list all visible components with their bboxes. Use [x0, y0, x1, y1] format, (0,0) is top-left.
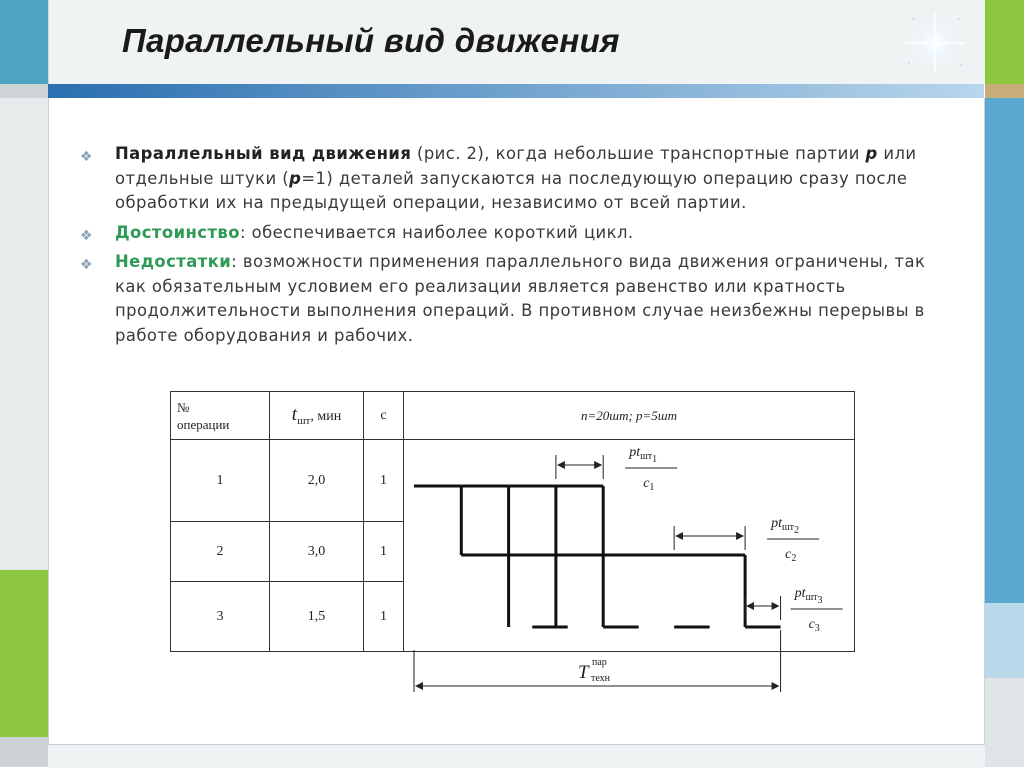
table-row: 1 2,0 1 [171, 440, 855, 522]
fraction-label [625, 445, 677, 493]
header-c: c [364, 392, 404, 440]
header-params: n=20шт; p=5шт [404, 392, 855, 440]
total-cycle-label [578, 657, 611, 684]
svg-text:ptшт2: $pt_{шт2}$ [771, 516, 800, 536]
diamond-bullet-icon: ❖ [80, 257, 94, 273]
bullet-item: ❖ Достоинство: обеспечивается наиболее короткий цикл. [80, 221, 960, 246]
fraction-label [767, 516, 819, 564]
diamond-bullet-icon: ❖ [80, 149, 94, 165]
svg-text:c3: $c_3$ [808, 617, 820, 634]
header-time: $t_{шт}$, мин [270, 392, 364, 440]
svg-text:пар: пар [592, 657, 607, 668]
svg-text:c1: $c_1$ [643, 476, 655, 493]
bullet-item: ❖ Параллельный вид движения (рис. 2), когда небольшие транспортные партии p или отдельные штуки (p=1) деталей запускаются на последующую операцию сразу после обработки их на предыдущей операции, независимо от всей партии. [80, 144, 917, 212]
table-row: 2 3,0 1 [171, 522, 855, 582]
slide-title: Параллельный вид движения [122, 22, 620, 59]
header-operation: № операции [171, 392, 270, 440]
svg-text:техн: техн [591, 673, 611, 684]
svg-text:T: T [578, 662, 589, 683]
svg-text:c2: $c_2$ [785, 547, 797, 564]
svg-text:ptшт1: $pt_{шт1}$ [629, 445, 658, 465]
bullet-item: ❖ Недостатки: возможности применения параллельного вида движения ограничены, так как обязательным условием его реализации является равенство или кратность продолжительности выполнения операций. В противном случае неизбежны перерывы в работе оборудования и рабочих. [80, 252, 926, 345]
diamond-bullet-icon: ❖ [80, 227, 94, 244]
table-row: 3 1,5 1 [171, 582, 855, 652]
fraction-label [791, 586, 843, 634]
svg-text:ptшт3: $pt_{шт3}$ [794, 586, 823, 606]
